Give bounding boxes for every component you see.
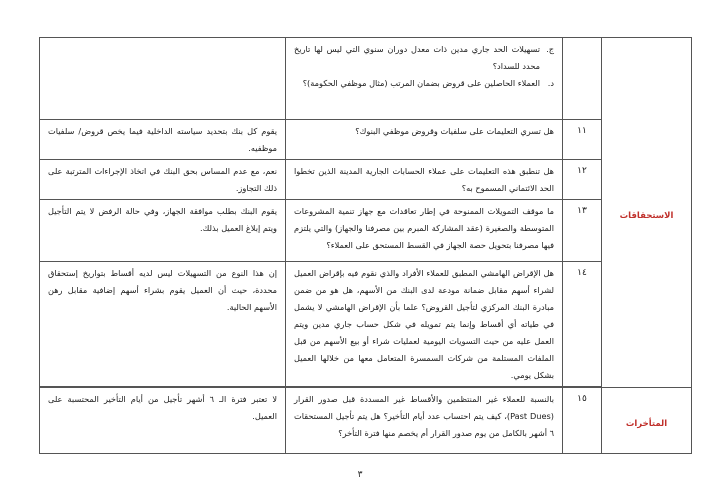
question-text: هل تسري التعليمات على سلفيات وقروض موظفي البنوك؟ [355,126,554,136]
answer-text: يقوم كل بنك بتحديد سياسته الداخلية فيما يخص قروض/ سلفيات موظفيه. [48,126,277,153]
row-number: ١٥ [563,388,602,454]
page-number: ٣ [357,470,363,480]
row-number: ١١ [563,120,602,160]
item-text: العملاء الحاصلين على قروض بضمان المرتب (مثال موظفي الحكومة)؟ [302,78,540,88]
table-row [40,120,692,160]
row-number: ١٣ [563,200,602,262]
answer-cell [40,160,286,200]
row-number-cell [563,38,602,120]
answer-cell [40,38,286,120]
answer-text: لا تعتبر فترة الـ ٦ أشهر تأجيل من أيام التأخير المحتسبة على العميل. [48,394,277,421]
item-text: تسهيلات الحد جاري مدين ذات معدل دوران سنوي التي ليس لها تاريخ محدد للسداد؟ [294,44,540,71]
question-cell [286,200,563,262]
category-cell-arrears [602,388,692,454]
question-cell [286,388,563,454]
category-label-dues: الاستحقاقات [619,211,674,221]
faq-table [39,37,692,454]
question-cell [286,262,563,387]
question-text: هل تنطبق هذه التعليمات على عملاء الحسابات الجارية المدينة الذين تخطوا الحد الائتماني المسموح به؟ [294,166,554,193]
list-item [294,75,554,92]
question-cell [286,120,563,160]
table-row [40,160,692,200]
answer-text: نعم، مع عدم المساس بحق البنك في اتخاذ الإجراءات المترتبة على ذلك التجاوز. [48,166,277,193]
answer-text: إن هذا النوع من التسهيلات ليس لديه أقساط بتواريخ إستحقاق محددة، حيث أن العميل يقوم بشراء أسهم إضافية مقابل رهن الأسهم الحالية. [48,268,277,312]
item-marker: ج. [546,44,554,54]
category-cell-dues [602,38,692,388]
question-text: هل الإقراض الهامشي المطبق للعملاء الأفراد والذي نقوم فيه بإقراض العميل لشراء أسهم مقابل ضمانة مودعة لدى البنك من الأسهم، هل هو من ضمن مبادرة البنك المركزي لتأجيل القروض؟ علما بأن الإقراض الهامشي لا يشمل في طياته أي أقساط وإنما يتم تمويله في شكل حساب جاري مدين ويتم العمل عليه من حيث التسويات اليومية لعمليات شراء أو بيع الأسهم من قبل الملفات المستلمة من شركات السمسرة المتعامل معها من خلالها العميل بشكل يومي. [294,268,554,380]
question-text: بالنسبة للعملاء غير المنتظمين والأقساط غير المسددة قبل صدور القرار (Past Dues)، كيف يتم احتساب عدد أيام التأخير؟ هل يتم تأجيل المستحقات ٦ أشهر بالكامل من يوم صدور القرار أم يخصم منها فترة التأخر؟ [294,394,554,438]
answer-cell [40,388,286,454]
question-cell [286,38,563,120]
question-text: ما موقف التمويلات الممنوحة في إطار تعاقدات مع جهاز تنمية المشروعات المتوسطة والصغيرة (عقد المشاركة المبرم بين مصرفنا والجهاز) والتي يلتزم فيها مصرفنا بتحويل حصة الجهاز في القسط المستحق على العملاء؟ [294,206,554,250]
answer-cell [40,262,286,387]
answer-cell [40,200,286,262]
table-row [40,388,692,454]
answer-cell [40,120,286,160]
answer-text: يقوم البنك بطلب موافقة الجهاز، وفي حالة الرفض لا يتم التأجيل ويتم إبلاغ العميل بذلك. [48,206,277,233]
category-label-arrears: المتأخرات [625,419,668,429]
table-row [40,200,692,262]
table-row [40,38,692,120]
row-number: ١٢ [563,160,602,200]
question-cell [286,160,563,200]
list-item [294,41,554,75]
item-marker: د. [547,78,554,88]
row-number: ١٤ [563,262,602,387]
table-row [40,262,692,387]
